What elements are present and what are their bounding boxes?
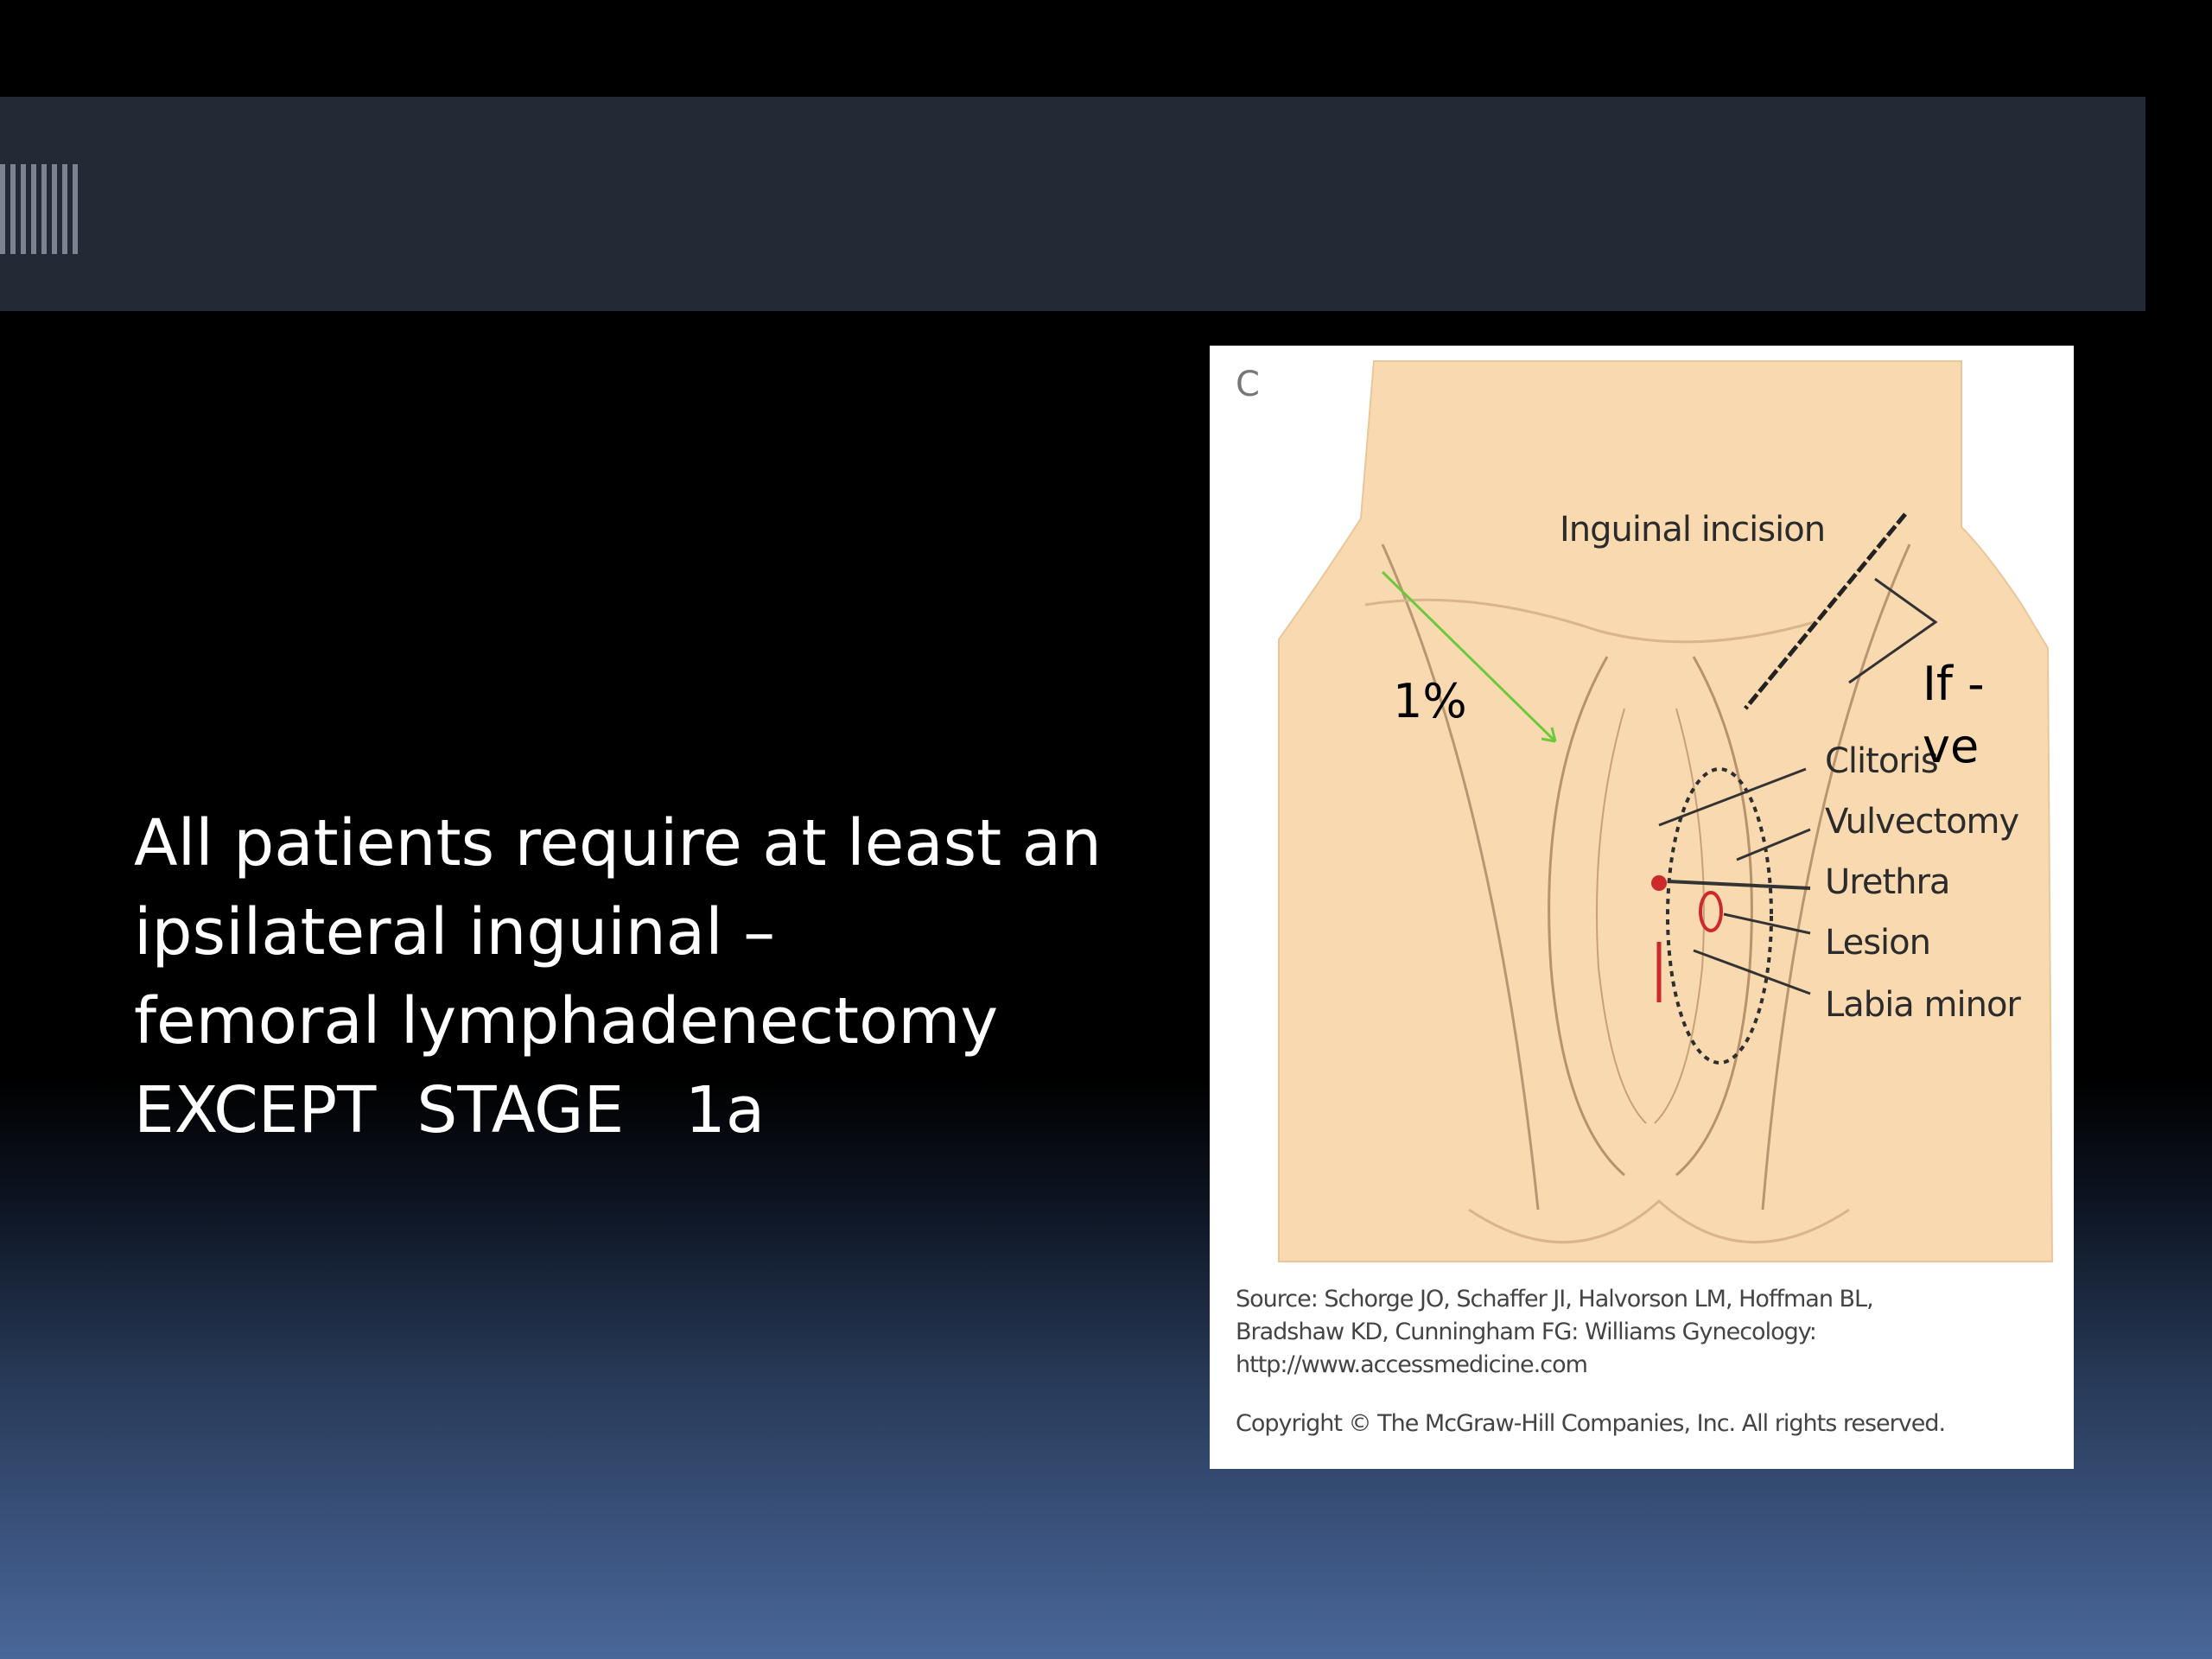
if-ve-annotation: If - ve [1923, 657, 1985, 773]
label-inguinal-incision: Inguinal incision [1560, 510, 1826, 550]
source-line-2: Bradshaw KD, Cunningham FG: Williams Gynecology: [1236, 1319, 1816, 1345]
panel-letter: C [1236, 365, 1260, 404]
body-line-4: EXCEPT STAGE 1a [134, 1073, 766, 1147]
label-vulvectomy: Vulvectomy [1825, 802, 2019, 842]
title-band [0, 97, 2145, 311]
label-labia-minor: Labia minor [1825, 985, 2020, 1025]
source-line-3: http://www.accessmedicine.com [1236, 1351, 1587, 1378]
source-line-1: Source: Schorge JO, Schaffer JI, Halvorson LM, Hoffman BL, [1236, 1286, 1873, 1313]
percent-annotation: 1% [1393, 674, 1467, 728]
copyright-text: Copyright © The McGraw-Hill Companies, Inc. All rights reserved. [1236, 1410, 1946, 1437]
label-lesion: Lesion [1825, 923, 1930, 963]
decorative-stripes [0, 164, 78, 254]
label-urethra: Urethra [1825, 862, 1950, 902]
body-text [134, 799, 1171, 1155]
body-line-2: ipsilateral inguinal – [134, 895, 776, 969]
source-citation [1236, 1283, 2048, 1382]
body-line-1: All patients require at least an [134, 806, 1102, 880]
label-clitoris: Clitoris [1825, 741, 1938, 781]
anatomy-figure [1210, 346, 2074, 1469]
body-line-3: femoral lymphadenectomy [134, 984, 999, 1058]
